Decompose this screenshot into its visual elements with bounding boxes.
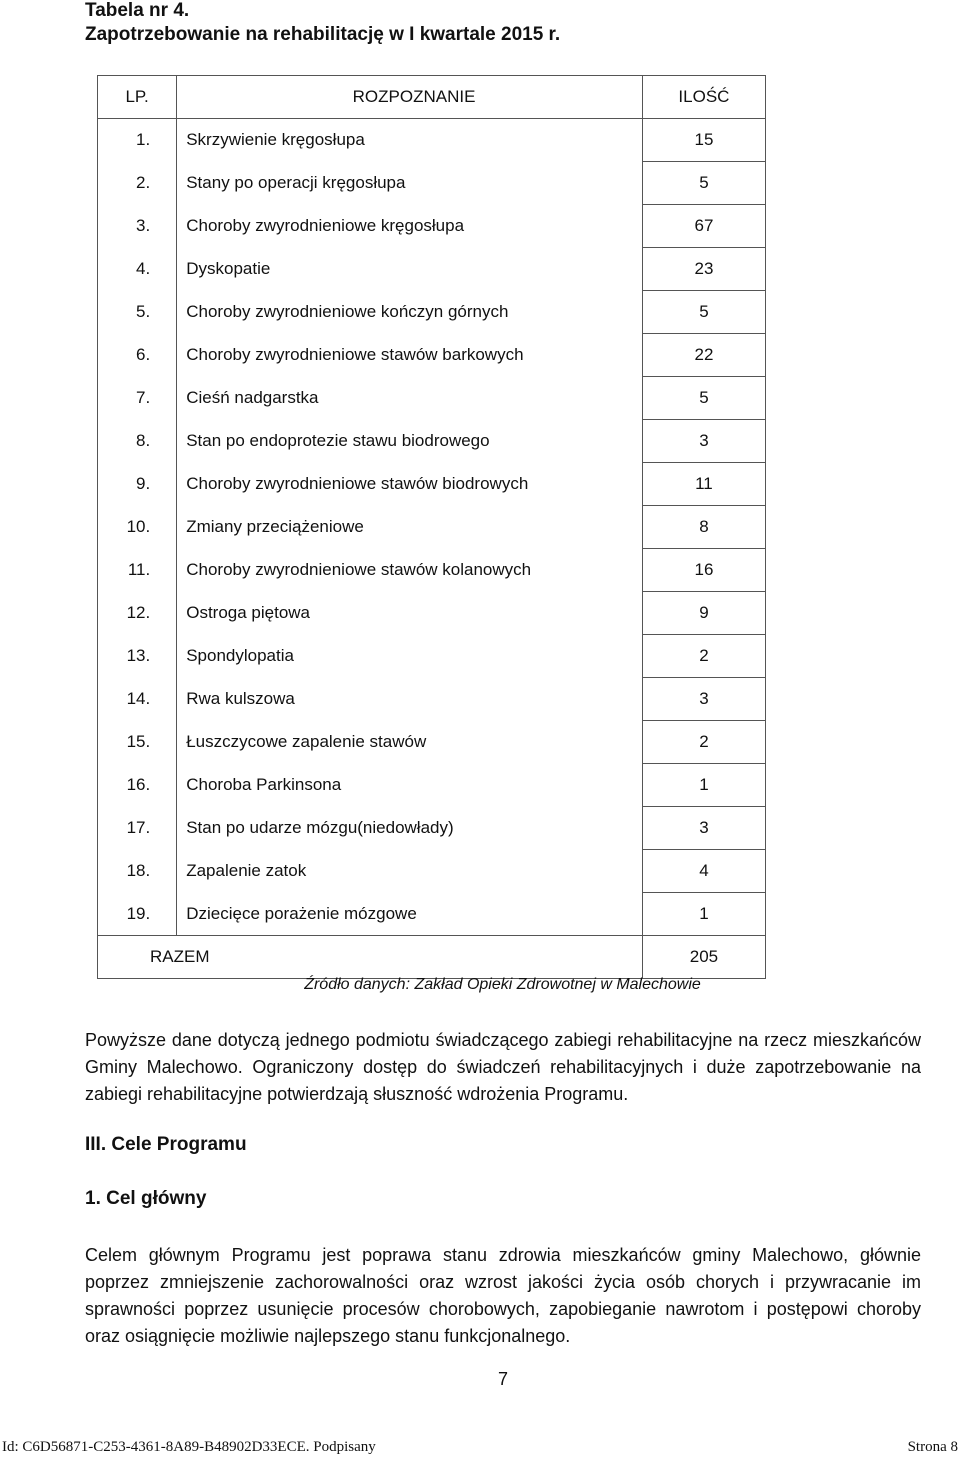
row-quantity: 3 [642, 420, 765, 463]
row-quantity: 5 [642, 162, 765, 205]
row-diagnosis: Stany po operacji kręgosłupa [177, 162, 643, 205]
table-row [98, 635, 766, 678]
row-lp-text: 12. [126, 603, 151, 622]
row-diagnosis: Choroby zwyrodnieniowe stawów kolanowych [177, 549, 643, 592]
row-diagnosis: Choroby zwyrodnieniowe kończyn górnych [177, 291, 643, 334]
row-lp [98, 678, 177, 721]
table-row [98, 420, 766, 463]
row-quantity: 1 [642, 893, 765, 936]
row-lp-text: 9. [136, 474, 151, 493]
row-lp-text: 4. [136, 259, 151, 278]
table-header-row [98, 76, 766, 119]
row-lp-text: 18. [126, 861, 151, 880]
row-lp-text: 6. [136, 345, 151, 364]
row-diagnosis: Stan po endoprotezie stawu biodrowego [177, 420, 643, 463]
table-row [98, 119, 766, 162]
paragraph-data-summary: Powyższe dane dotyczą jednego podmiotu świadczącego zabiegi rehabilitacyjne na rzecz mieszkańców Gminy Malechowo. Ograniczony dostęp do świadczeń rehabilitacyjnych i duże zapotrzebowanie na zabiegi rehabilitacyjne potwierdzają słuszność wdrożenia Programu. [85, 1030, 921, 1104]
row-quantity: 2 [642, 635, 765, 678]
row-lp [98, 807, 177, 850]
row-lp-text: 14. [126, 689, 151, 708]
row-diagnosis: Choroby zwyrodnieniowe stawów barkowych [177, 334, 643, 377]
row-lp [98, 420, 177, 463]
header-quantity: ILOŚĆ [642, 76, 765, 119]
table-row [98, 893, 766, 936]
row-diagnosis: Spondylopatia [177, 635, 643, 678]
table-row [98, 334, 766, 377]
row-lp [98, 506, 177, 549]
row-lp [98, 463, 177, 506]
row-lp-text: 19. [126, 903, 151, 923]
row-lp-text: 2. [136, 173, 151, 192]
row-quantity: 67 [642, 205, 765, 248]
table-total-row [98, 936, 766, 979]
row-quantity: 9 [642, 592, 765, 635]
table-row [98, 291, 766, 334]
row-quantity: 15 [642, 119, 765, 162]
row-lp [98, 893, 177, 936]
row-diagnosis: Zmiany przeciążeniowe [177, 506, 643, 549]
subsection-heading: 1. Cel główny [85, 1188, 207, 1209]
table-row [98, 678, 766, 721]
row-diagnosis: Dyskopatie [177, 248, 643, 291]
row-quantity: 23 [642, 248, 765, 291]
row-quantity: 5 [642, 377, 765, 420]
row-lp [98, 721, 177, 764]
row-diagnosis: Choroba Parkinsona [177, 764, 643, 807]
row-lp [98, 850, 177, 893]
row-lp [98, 592, 177, 635]
row-lp [98, 764, 177, 807]
row-lp [98, 162, 177, 205]
page-number: 7 [497, 1369, 508, 1389]
row-diagnosis: Łuszczycowe zapalenie stawów [177, 721, 643, 764]
table-row [98, 506, 766, 549]
table-row [98, 205, 766, 248]
row-quantity: 4 [642, 850, 765, 893]
row-quantity: 8 [642, 506, 765, 549]
row-lp [98, 248, 177, 291]
data-source-note: Źródło danych: Zakład Opieki Zdrowotnej w Malechowie [304, 976, 701, 993]
table-row [98, 764, 766, 807]
row-lp-text: 11. [127, 560, 151, 579]
table-row [98, 807, 766, 850]
row-diagnosis: Rwa kulszowa [177, 678, 643, 721]
row-quantity: 16 [642, 549, 765, 592]
table-row [98, 377, 766, 420]
row-lp-text: 5. [136, 302, 151, 321]
row-lp-text: 15. [126, 732, 151, 751]
table-row [98, 248, 766, 291]
footer-document-id: Id: C6D56871-C253-4361-8A89-B48902D33ECE. Podpisany [2, 1439, 376, 1455]
header-lp: LP. [98, 76, 177, 119]
row-lp [98, 377, 177, 420]
table-body [98, 119, 766, 936]
row-quantity: 2 [642, 721, 765, 764]
header-diagnosis: ROZPOZNANIE [177, 76, 643, 119]
table-row [98, 850, 766, 893]
section-heading: III. Cele Programu [85, 1134, 247, 1155]
row-quantity: 22 [642, 334, 765, 377]
row-diagnosis: Choroby zwyrodnieniowe stawów biodrowych [177, 463, 643, 506]
row-quantity: 5 [642, 291, 765, 334]
row-lp-text: 8. [136, 431, 151, 450]
row-quantity: 11 [642, 463, 765, 506]
total-label: RAZEM [98, 936, 643, 979]
row-diagnosis: Ostroga piętowa [177, 592, 643, 635]
footer-page-label: Strona 8 [907, 1439, 958, 1455]
row-diagnosis: Skrzywienie kręgosłupa [177, 119, 643, 162]
row-lp [98, 205, 177, 248]
row-lp [98, 549, 177, 592]
table-caption-number: Tabela nr 4. [85, 0, 190, 21]
row-diagnosis: Cieśń nadgarstka [177, 377, 643, 420]
row-lp-text: 1. [136, 130, 151, 150]
row-diagnosis: Dziecięce porażenie mózgowe [177, 893, 643, 936]
row-lp-text: 17. [126, 818, 151, 837]
row-quantity: 3 [642, 678, 765, 721]
row-lp [98, 635, 177, 678]
row-diagnosis: Zapalenie zatok [177, 850, 643, 893]
table-row [98, 549, 766, 592]
row-diagnosis: Choroby zwyrodnieniowe kręgosłupa [177, 205, 643, 248]
total-value: 205 [642, 936, 765, 979]
row-lp [98, 334, 177, 377]
row-quantity: 1 [642, 764, 765, 807]
row-lp-text: 13. [126, 646, 151, 665]
row-lp [98, 119, 177, 162]
table-caption-title: Zapotrzebowanie na rehabilitację w I kwartale 2015 r. [85, 24, 561, 45]
table-row [98, 463, 766, 506]
row-diagnosis: Stan po udarze mózgu(niedowłady) [177, 807, 643, 850]
row-lp-text: 16. [126, 775, 151, 794]
row-lp-text: 10. [126, 517, 151, 536]
row-quantity: 3 [642, 807, 765, 850]
table-row [98, 162, 766, 205]
row-lp-text: 3. [136, 216, 151, 235]
row-lp-text: 7. [136, 388, 151, 407]
rehabilitation-demand-table [97, 75, 766, 979]
table-row [98, 721, 766, 764]
paragraph-main-goal: Celem głównym Programu jest poprawa stanu zdrowia mieszkańców gminy Malechowo, głównie poprzez zmniejszenie zachorowalności oraz wzrost jakości życia osób chorych i przywracanie im sprawności poprzez usunięcie procesów chorobowych, zapobieganie nawrotom i postępowi choroby oraz osiągnięcie możliwie najlepszego stanu funkcjonalnego. [85, 1245, 921, 1346]
row-lp [98, 291, 177, 334]
table-row [98, 592, 766, 635]
